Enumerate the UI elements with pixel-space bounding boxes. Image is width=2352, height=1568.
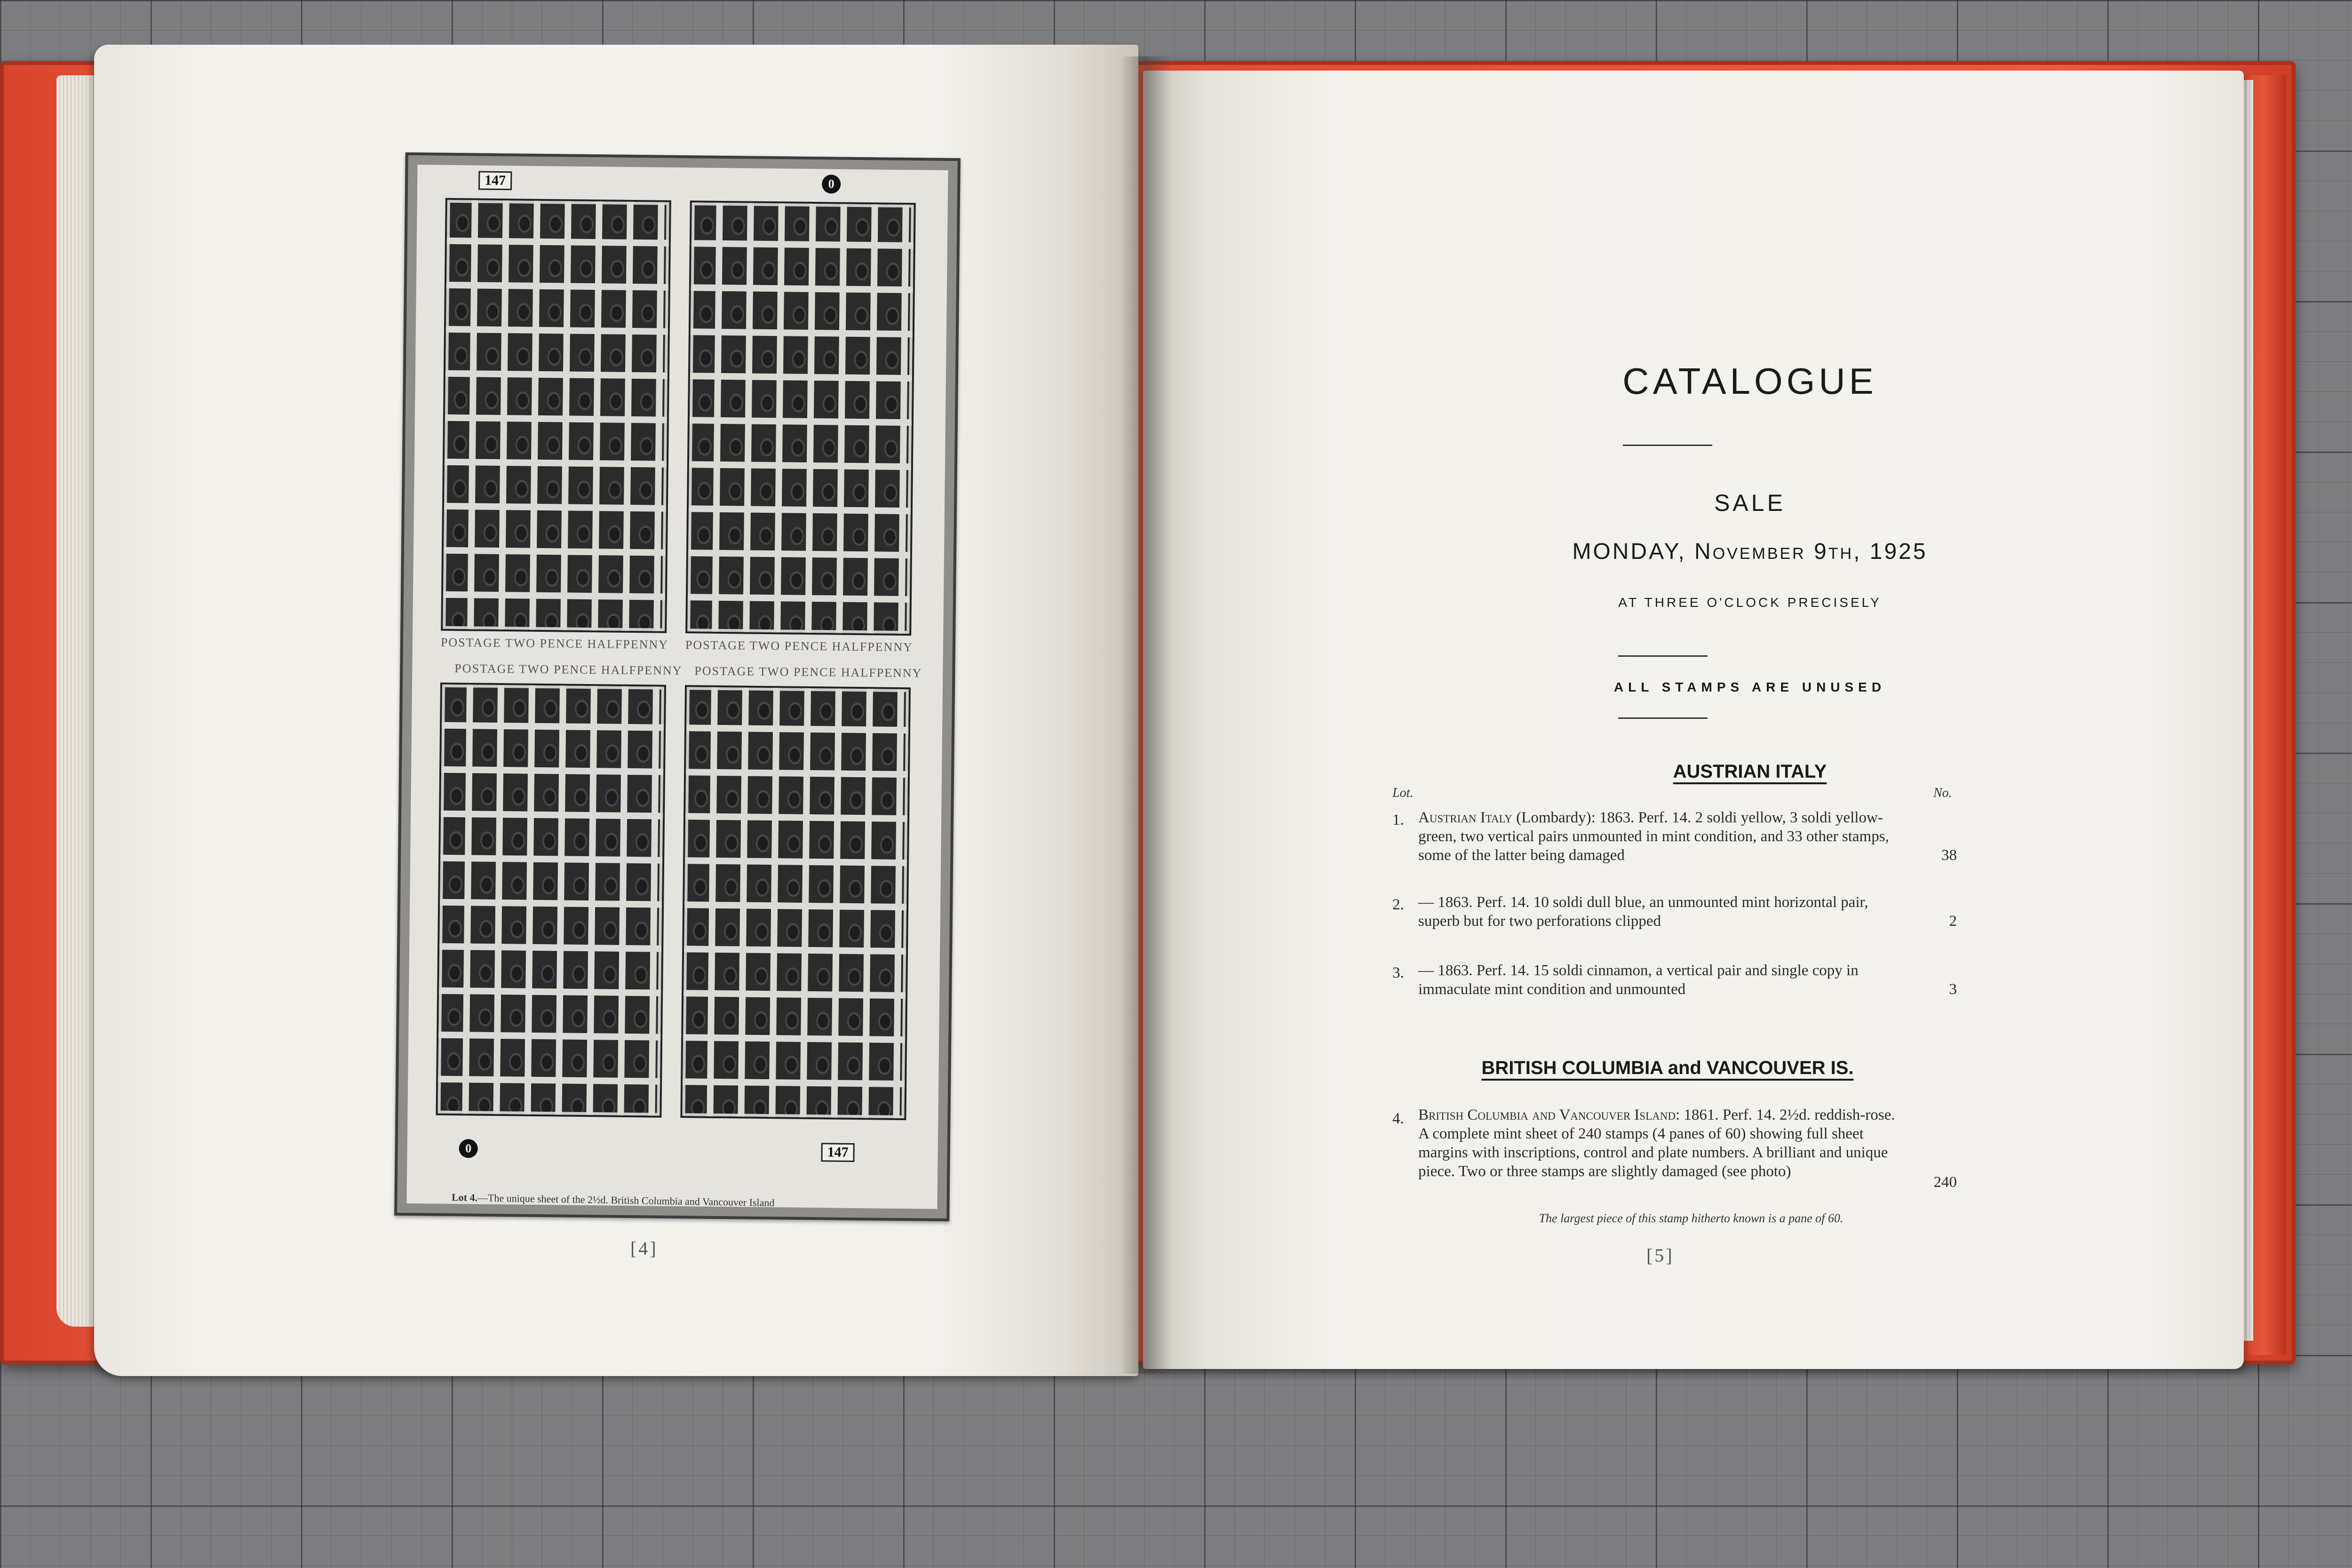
stamp-pane-top-left: [441, 198, 671, 633]
inscription-mid-3: POSTAGE TWO PENCE HALFPENNY: [454, 661, 683, 678]
lot-quantity: 2: [1949, 913, 1957, 930]
book-gutter: [1120, 56, 1171, 1374]
plate-number-top: 0: [822, 175, 841, 193]
sale-heading: SALE: [1714, 490, 1786, 516]
time-rule: [1618, 655, 1708, 657]
lot-text: : 1861. Perf. 14. 2½d. reddish-rose. A complete mint sheet of 240 stamps (4 panes of 60) showing full sheet margins with inscriptions, control and plate numbers. A brilliant and unique piece. Two or three stamps are slightly damaged (see photo): [1418, 1106, 1895, 1180]
sheet-number-top: 147: [478, 171, 512, 191]
lot-text: — 1863. Perf. 14. 15 soldi cinnamon, a vertical pair and single copy in immaculate mint condition and unmounted: [1418, 962, 1859, 998]
lot-description: [1418, 808, 1903, 865]
lot-number: 3.: [1392, 964, 1404, 981]
lot-lead: Austrian Italy: [1418, 809, 1512, 826]
lot-number: 1.: [1392, 812, 1404, 828]
caption-text: —The unique sheet of the 2½d. British Columbia and Vancouver Island: [477, 1192, 775, 1209]
sale-time: AT THREE O'CLOCK PRECISELY: [1618, 595, 1882, 610]
title-rule: [1623, 445, 1712, 446]
page-number-left: [4]: [630, 1238, 658, 1259]
inscription-mid-4: POSTAGE TWO PENCE HALFPENNY: [694, 664, 922, 680]
inscription-mid-1: POSTAGE TWO PENCE HALFPENNY: [440, 635, 669, 652]
note-rule: [1618, 717, 1708, 719]
section-heading-british-columbia: BRITISH COLUMBIA and VANCOUVER IS.: [1481, 1058, 1854, 1078]
plate-number-bottom: 0: [459, 1139, 477, 1158]
catalogue-title: CATALOGUE: [1622, 360, 1877, 402]
stamp-pane-bottom-left: [436, 683, 666, 1118]
lot-quantity: 3: [1949, 981, 1957, 998]
lot-number: 2.: [1392, 896, 1404, 913]
inscription-mid-2: POSTAGE TWO PENCE HALFPENNY: [685, 638, 914, 654]
footnote: The largest piece of this stamp hitherto known is a pane of 60.: [1539, 1211, 1843, 1225]
column-lot-label: Lot.: [1392, 786, 1414, 800]
column-no-label: No.: [1933, 786, 1952, 800]
stamp-pane-bottom-right: [680, 685, 911, 1120]
caption-lot: Lot 4.: [451, 1191, 478, 1204]
lot-text: — 1863. Perf. 14. 10 soldi dull blue, an unmounted mint horizontal pair, superb but for two perforations clipped: [1418, 894, 1868, 930]
lot-quantity: 38: [1941, 847, 1957, 864]
lot-description: [1418, 893, 1903, 931]
sale-date: MONDAY, November 9th, 1925: [1572, 539, 1928, 564]
sheet-paper: [406, 165, 948, 1209]
lot-number: 4.: [1392, 1110, 1404, 1127]
unused-note: ALL STAMPS ARE UNUSED: [1613, 680, 1886, 694]
sheet-number-bottom: 147: [821, 1143, 854, 1162]
lot-description: [1418, 1106, 1903, 1181]
lot-lead: British Columbia and Vancouver Island: [1418, 1106, 1676, 1123]
lot-text: (Lombardy): 1863. Perf. 14. 2 soldi yellow, 3 soldi yellow-green, two vertical pairs unmounted in mint condition, and 33 other stamps, some of the latter being damaged: [1418, 809, 1889, 864]
stamp-sheet-photo: [394, 152, 961, 1221]
section-heading-austrian-italy: AUSTRIAN ITALY: [1673, 761, 1827, 782]
page-number-right: [5]: [1646, 1245, 1674, 1266]
lot-quantity: 240: [1933, 1174, 1957, 1191]
lot-description: [1418, 961, 1903, 999]
stamp-pane-top-right: [685, 200, 916, 636]
